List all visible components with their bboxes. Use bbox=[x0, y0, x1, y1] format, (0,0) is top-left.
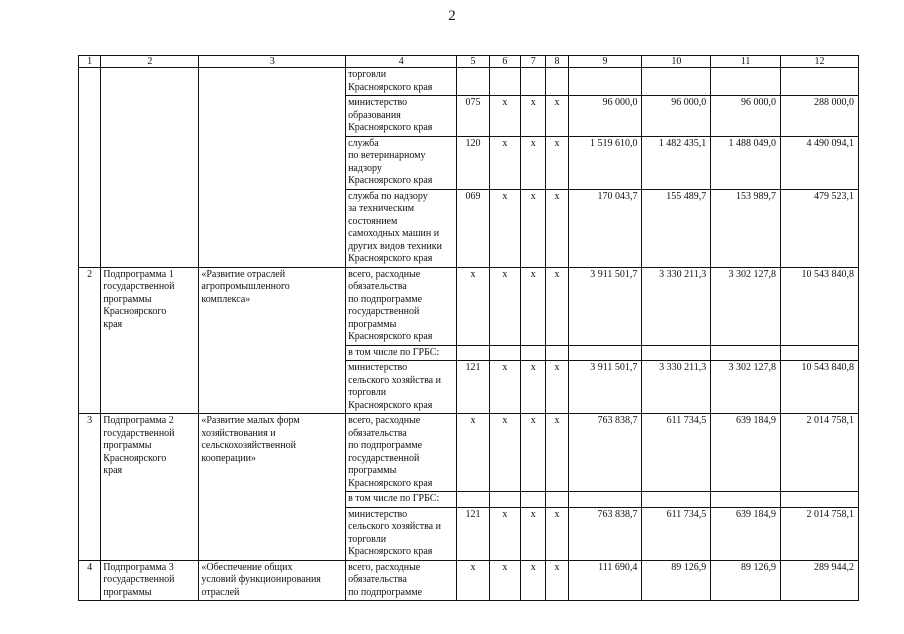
x-cell: х bbox=[546, 189, 568, 267]
x-cell: х bbox=[489, 189, 520, 267]
x-cell: х bbox=[489, 361, 520, 414]
grbs-cell: министерство сельского хозяйства и торговли Красноярского края bbox=[346, 361, 457, 414]
value-cell: 639 184,9 bbox=[711, 414, 781, 492]
value-cell: 10 543 840,8 bbox=[781, 267, 859, 345]
grbs-cell: торговли Красноярского края bbox=[346, 68, 457, 96]
total-label-cell: всего, расходные обязательства по подпрограмме государственной программы Красноярского края bbox=[346, 267, 457, 345]
table-row bbox=[79, 560, 859, 601]
value-cell: 3 911 501,7 bbox=[568, 267, 642, 345]
program-name-cell: «Развитие отраслей агропромышленного комплекса» bbox=[199, 267, 346, 414]
value-cell: 96 000,0 bbox=[568, 96, 642, 137]
value-cell: 111 690,4 bbox=[568, 560, 642, 601]
x-cell: х bbox=[489, 507, 520, 560]
x-cell: х bbox=[521, 560, 546, 601]
value-cell: 3 330 211,3 bbox=[642, 267, 711, 345]
including-grbs-label: в том числе по ГРБС: bbox=[346, 345, 457, 361]
header-cell: 6 bbox=[489, 56, 520, 68]
x-cell: х bbox=[489, 136, 520, 189]
grbs-code: х bbox=[457, 267, 489, 345]
value-cell: 3 330 211,3 bbox=[642, 361, 711, 414]
value-cell: 89 126,9 bbox=[711, 560, 781, 601]
header-cell: 4 bbox=[346, 56, 457, 68]
x-cell: х bbox=[546, 136, 568, 189]
x-cell: х bbox=[521, 361, 546, 414]
value-cell: 1 482 435,1 bbox=[642, 136, 711, 189]
header-cell: 11 bbox=[711, 56, 781, 68]
value-cell: 170 043,7 bbox=[568, 189, 642, 267]
x-cell: х bbox=[546, 267, 568, 345]
value-cell: 611 734,5 bbox=[642, 414, 711, 492]
x-cell: х bbox=[546, 96, 568, 137]
value-cell: 153 989,7 bbox=[711, 189, 781, 267]
status-cell bbox=[101, 68, 199, 268]
grbs-cell: министерство образования Красноярского края bbox=[346, 96, 457, 137]
x-cell: х bbox=[546, 560, 568, 601]
value-cell: 10 543 840,8 bbox=[781, 361, 859, 414]
grbs-code: 121 bbox=[457, 361, 489, 414]
status-cell: Подпрограмма 3 государственной программы bbox=[101, 560, 199, 601]
header-cell: 1 bbox=[79, 56, 101, 68]
value-cell: 1 488 049,0 bbox=[711, 136, 781, 189]
x-cell: х bbox=[521, 96, 546, 137]
header-cell: 12 bbox=[781, 56, 859, 68]
value-cell: 1 519 610,0 bbox=[568, 136, 642, 189]
grbs-cell: министерство сельского хозяйства и торговли Красноярского края bbox=[346, 507, 457, 560]
header-cell: 2 bbox=[101, 56, 199, 68]
value-cell: 96 000,0 bbox=[642, 96, 711, 137]
header-cell: 10 bbox=[642, 56, 711, 68]
x-cell: х bbox=[489, 560, 520, 601]
header-cell: 3 bbox=[199, 56, 346, 68]
value-cell: 479 523,1 bbox=[781, 189, 859, 267]
page-number: 2 bbox=[448, 8, 456, 24]
x-cell: х bbox=[546, 414, 568, 492]
header-cell: 7 bbox=[521, 56, 546, 68]
program-name-cell: «Развитие малых форм хозяйствования и сельскохозяйственной кооперации» bbox=[199, 414, 346, 561]
value-cell: 89 126,9 bbox=[642, 560, 711, 601]
x-cell: х bbox=[546, 507, 568, 560]
value-cell: 155 489,7 bbox=[642, 189, 711, 267]
x-cell: х bbox=[521, 267, 546, 345]
x-cell: х bbox=[521, 136, 546, 189]
value-cell: 2 014 758,1 bbox=[781, 507, 859, 560]
value-cell: 3 302 127,8 bbox=[711, 361, 781, 414]
value-cell: 3 911 501,7 bbox=[568, 361, 642, 414]
x-cell: х bbox=[521, 414, 546, 492]
x-cell: х bbox=[489, 267, 520, 345]
grbs-code: 121 bbox=[457, 507, 489, 560]
grbs-code: х bbox=[457, 560, 489, 601]
row-number-cell: 4 bbox=[79, 560, 101, 601]
header-cell: 5 bbox=[457, 56, 489, 68]
row-number-cell bbox=[79, 68, 101, 268]
value-cell: 2 014 758,1 bbox=[781, 414, 859, 492]
total-label-cell: всего, расходные обязательства по подпрограмме bbox=[346, 560, 457, 601]
value-cell: 639 184,9 bbox=[711, 507, 781, 560]
value-cell: 288 000,0 bbox=[781, 96, 859, 137]
grbs-code: 069 bbox=[457, 189, 489, 267]
value-cell: 4 490 094,1 bbox=[781, 136, 859, 189]
x-cell: х bbox=[521, 507, 546, 560]
table-row bbox=[79, 414, 859, 492]
grbs-code: 120 bbox=[457, 136, 489, 189]
x-cell: х bbox=[489, 414, 520, 492]
x-cell: х bbox=[489, 96, 520, 137]
row-number-cell: 2 bbox=[79, 267, 101, 414]
total-label-cell: всего, расходные обязательства по подпрограмме государственной программы Красноярского края bbox=[346, 414, 457, 492]
header-cell: 9 bbox=[568, 56, 642, 68]
value-cell: 289 944,2 bbox=[781, 560, 859, 601]
header-cell: 8 bbox=[546, 56, 568, 68]
program-name-cell bbox=[199, 68, 346, 268]
grbs-code: х bbox=[457, 414, 489, 492]
status-cell: Подпрограмма 2 государственной программы Красноярского края bbox=[101, 414, 199, 561]
budget-table bbox=[78, 55, 859, 601]
grbs-cell: служба по надзору за техническим состоянием самоходных машин и других видов техники Красноярского края bbox=[346, 189, 457, 267]
value-cell: 3 302 127,8 bbox=[711, 267, 781, 345]
x-cell: х bbox=[546, 361, 568, 414]
x-cell: х bbox=[521, 189, 546, 267]
value-cell: 763 838,7 bbox=[568, 414, 642, 492]
grbs-cell: служба по ветеринарному надзору Красноярского края bbox=[346, 136, 457, 189]
row-number-cell: 3 bbox=[79, 414, 101, 561]
program-name-cell: «Обеспечение общих условий функционирования отраслей bbox=[199, 560, 346, 601]
value-cell: 96 000,0 bbox=[711, 96, 781, 137]
grbs-code: 075 bbox=[457, 96, 489, 137]
table-row bbox=[79, 68, 859, 96]
status-cell: Подпрограмма 1 государственной программы Красноярского края bbox=[101, 267, 199, 414]
value-cell: 611 734,5 bbox=[642, 507, 711, 560]
including-grbs-label: в том числе по ГРБС: bbox=[346, 492, 457, 508]
table-row bbox=[79, 267, 859, 345]
header-row bbox=[79, 56, 859, 68]
value-cell: 763 838,7 bbox=[568, 507, 642, 560]
